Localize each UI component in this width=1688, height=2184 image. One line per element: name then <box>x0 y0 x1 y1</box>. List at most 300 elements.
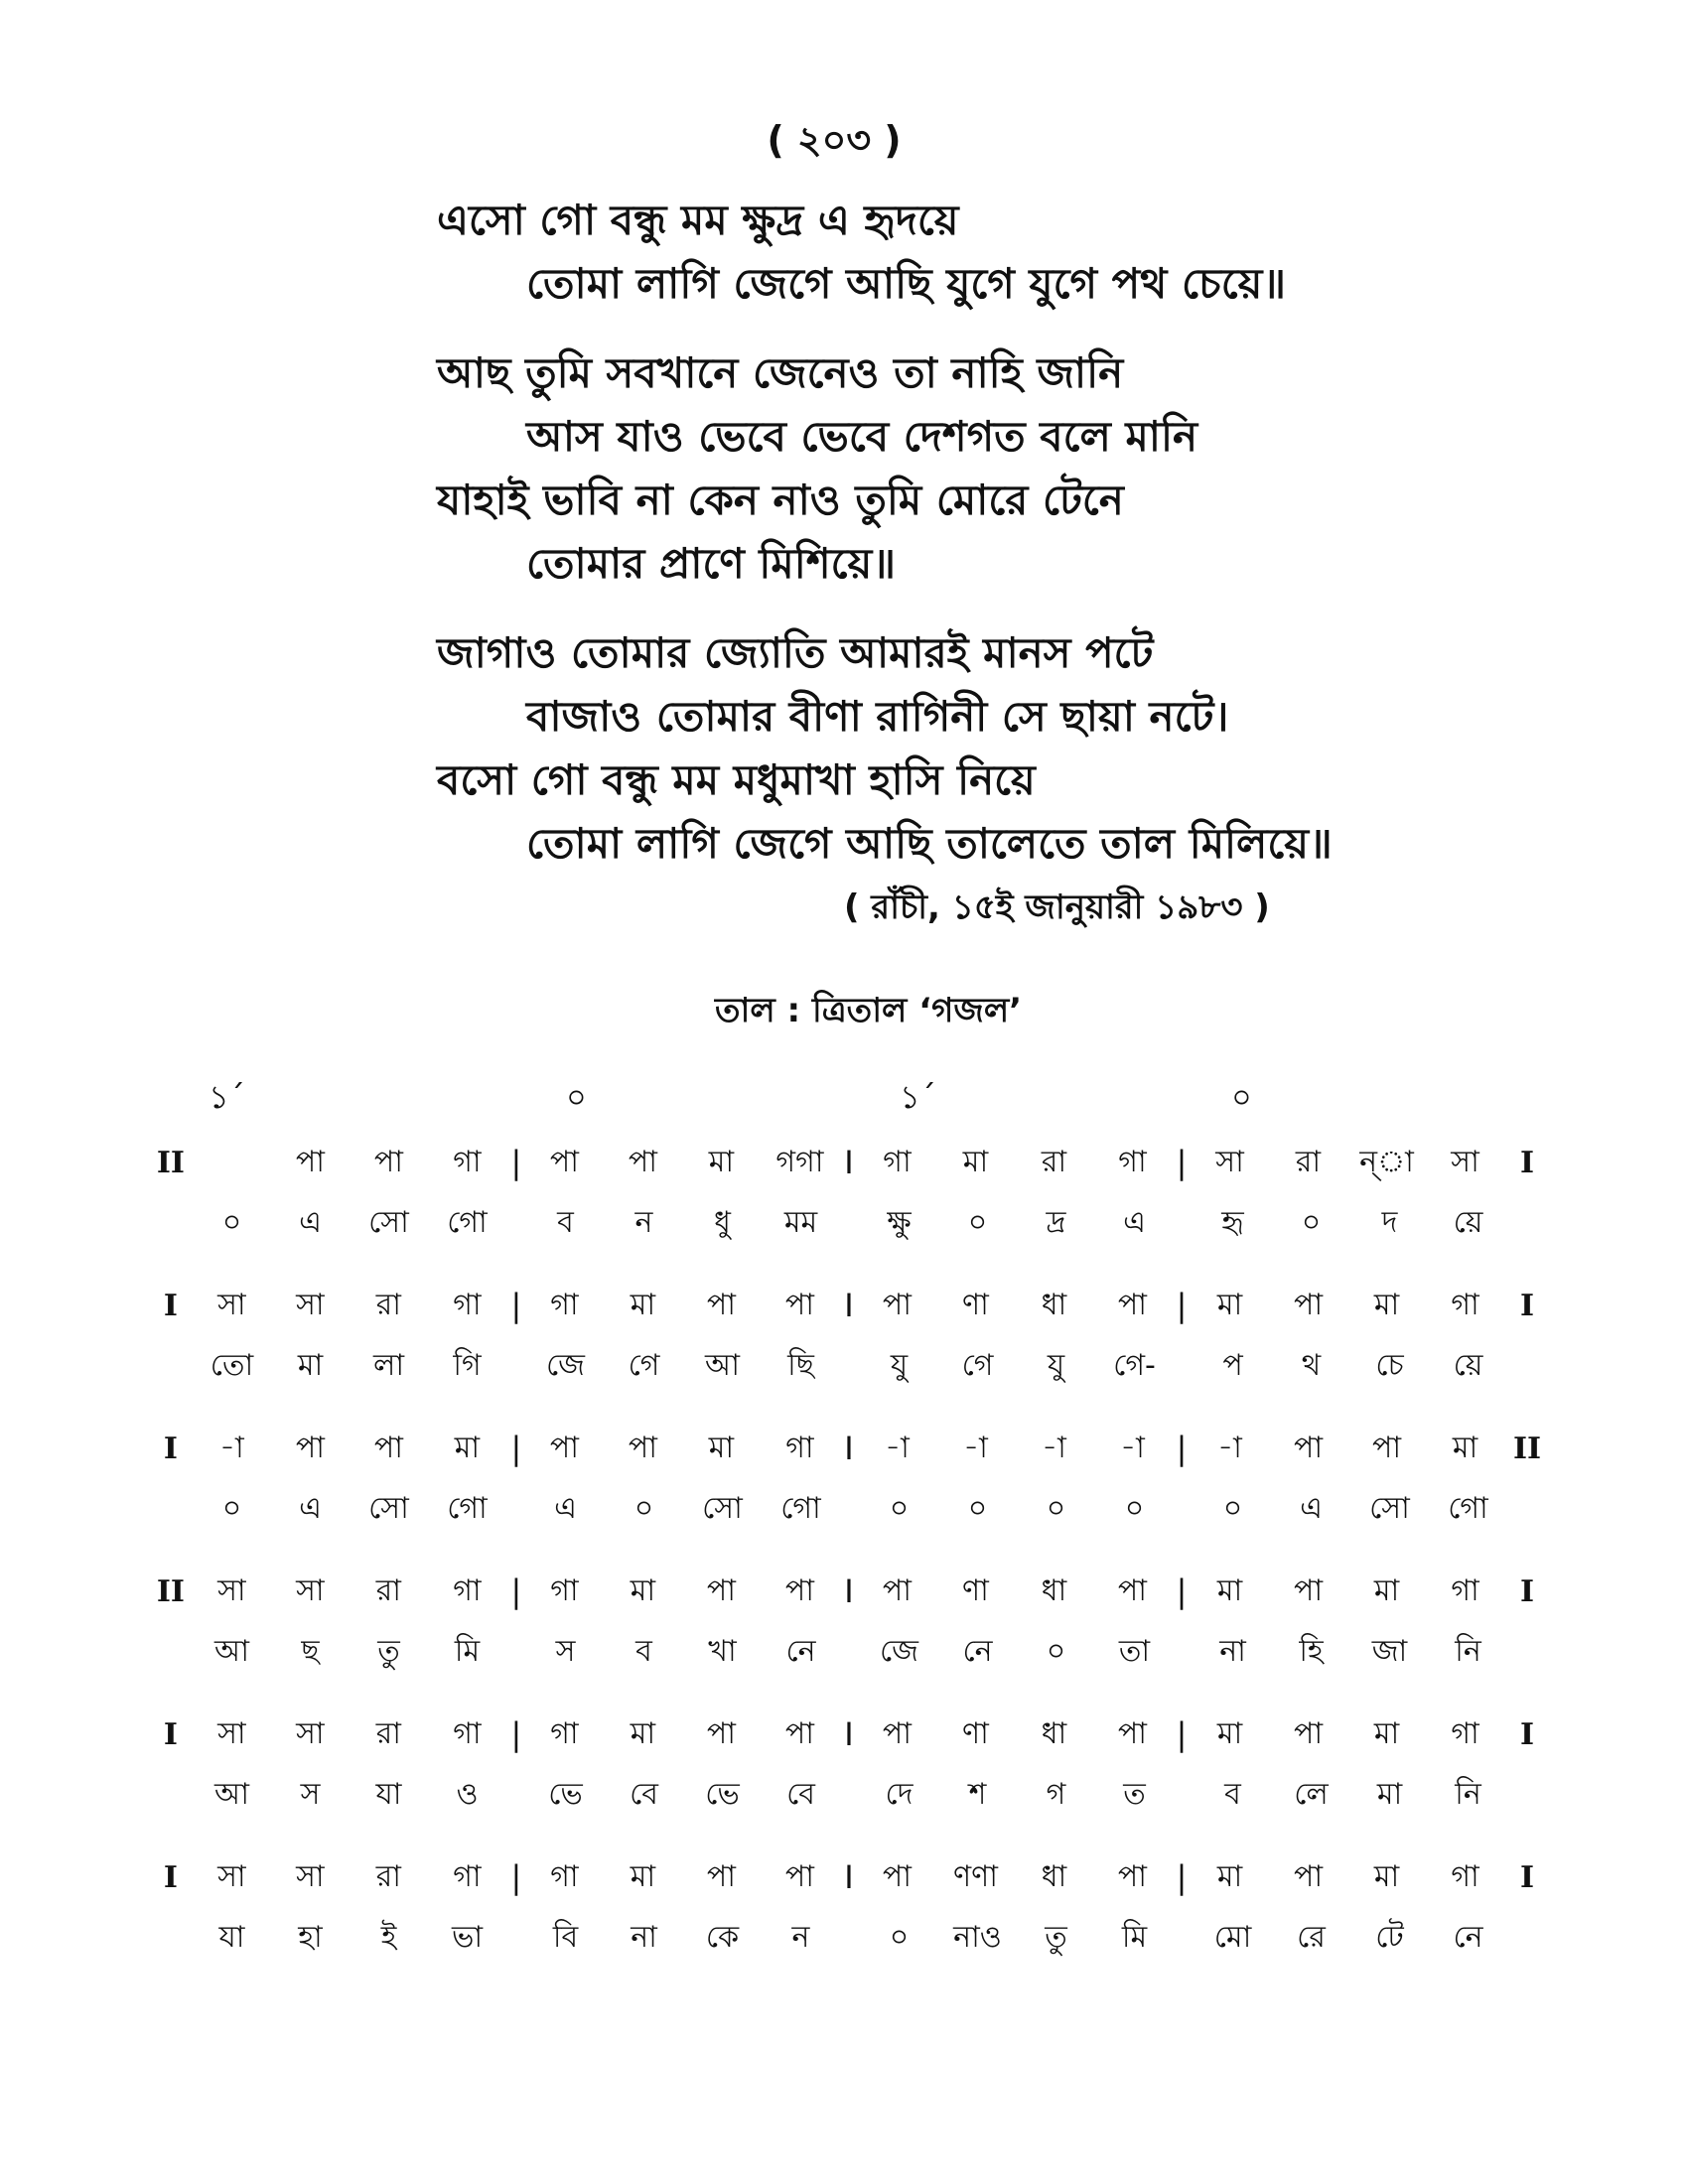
note: পা <box>784 1858 814 1894</box>
note: পা <box>706 1572 736 1608</box>
syllable: ছ <box>301 1633 320 1669</box>
syllable: যা <box>218 1919 245 1955</box>
syllable: না <box>1219 1633 1246 1669</box>
syllable: প <box>1222 1347 1243 1383</box>
bar-line: | <box>1176 1858 1188 1896</box>
syllable: গে <box>961 1347 994 1383</box>
syllable: নাও <box>953 1919 1002 1955</box>
note: মা <box>1373 1572 1400 1608</box>
lyric-syllable-row <box>149 1336 1549 1396</box>
syllable: কে <box>705 1919 740 1955</box>
note: গা <box>1451 1715 1479 1751</box>
syllable: ব <box>557 1204 574 1240</box>
taal-marker: ০ <box>1231 1078 1252 1116</box>
swaralipi-notes-row <box>149 1132 1549 1193</box>
syllable: আ <box>705 1347 740 1383</box>
note: সা <box>217 1572 246 1608</box>
note: ন্‌া <box>1359 1144 1414 1179</box>
note: সা <box>296 1715 325 1751</box>
beat-group <box>1194 1627 1509 1678</box>
bar-line: | <box>510 1572 522 1610</box>
syllable: টে <box>1375 1919 1404 1955</box>
note: পা <box>784 1287 814 1322</box>
notation-row <box>149 1704 1549 1825</box>
note: গা <box>785 1430 814 1465</box>
beat-group <box>1191 1281 1505 1331</box>
note: পা <box>882 1715 912 1751</box>
bar-line: I <box>1520 1716 1535 1752</box>
note: গা <box>453 1572 482 1608</box>
syllable: হৃ <box>1221 1204 1244 1240</box>
note: গগা <box>775 1144 824 1179</box>
syllable: যু <box>890 1347 909 1383</box>
note: গা <box>1118 1144 1147 1179</box>
syllable: সো <box>368 1490 409 1526</box>
lyric-line: বাজাও তোমার বীণা রাগিনী সে ছায়া নটে। <box>526 692 1229 741</box>
notation-row <box>149 1561 1549 1682</box>
syllable: বে <box>630 1776 658 1812</box>
note: -া <box>1120 1430 1145 1465</box>
beat-group <box>1191 1567 1505 1617</box>
note: পা <box>1117 1572 1147 1608</box>
note: গা <box>453 1858 482 1894</box>
note: পা <box>295 1430 325 1465</box>
syllable: এ <box>1123 1204 1146 1240</box>
syllable: ০ <box>633 1490 654 1526</box>
lyric-syllable-row <box>149 1908 1549 1968</box>
syllable: স <box>555 1633 576 1669</box>
note: পা <box>1293 1430 1324 1465</box>
note: মা <box>962 1144 989 1179</box>
syllable: সো <box>702 1490 743 1526</box>
syllable: গ <box>1046 1776 1066 1812</box>
syllable: যা <box>375 1776 402 1812</box>
beat-group <box>193 1627 508 1678</box>
beat-group <box>526 1913 842 1964</box>
lyric-syllable-row <box>149 1622 1549 1682</box>
syllable: ০ <box>221 1490 242 1526</box>
swaralipi-notes-row <box>149 1846 1549 1908</box>
syllable: শ <box>968 1776 987 1812</box>
syllable: স <box>300 1776 321 1812</box>
lyric-line: তোমা লাগি জেগে আছি তালেতে তাল মিলিয়ে॥ <box>526 819 1333 868</box>
syllable: চে <box>1375 1347 1404 1383</box>
syllable: ব <box>1224 1776 1241 1812</box>
syllable: আ <box>214 1776 249 1812</box>
note: গা <box>453 1715 482 1751</box>
notation-row <box>149 1418 1549 1539</box>
notation-row <box>149 1132 1549 1253</box>
syllable: ও <box>456 1776 479 1812</box>
note: পা <box>1117 1858 1147 1894</box>
beat-group <box>858 1424 1173 1474</box>
taal-marker: ১´ <box>900 1078 936 1116</box>
note: সা <box>1451 1144 1479 1179</box>
beat-group <box>525 1709 840 1760</box>
bar-line: II <box>1513 1431 1542 1466</box>
lyrics <box>437 189 1628 901</box>
lyric-line: এসো গো বন্ধু মম ক্ষুদ্র এ হৃদয়ে <box>437 196 959 244</box>
note: সা <box>296 1287 325 1322</box>
syllable: ত <box>1123 1776 1146 1812</box>
syllable: মা <box>297 1347 324 1383</box>
swaralipi-notes-row <box>149 1275 1549 1336</box>
note: -া <box>1042 1430 1066 1465</box>
note: পা <box>373 1144 403 1179</box>
note: রা <box>375 1858 401 1894</box>
syllable: গো <box>1448 1490 1488 1526</box>
syllable: নি <box>1455 1633 1481 1669</box>
syllable: ভে <box>548 1776 583 1812</box>
note: পা <box>882 1287 912 1322</box>
dateline: ( রাঁচী, ১৫ই জানুয়ারী ১৯৮৩ ) <box>844 887 1270 927</box>
bar-line: | <box>1176 1430 1188 1467</box>
syllable: ভে <box>705 1776 740 1812</box>
note: -া <box>1217 1430 1242 1465</box>
syllable: খা <box>708 1633 737 1669</box>
note: মা <box>454 1430 481 1465</box>
bar-line: I <box>1520 1573 1535 1609</box>
note: পা <box>628 1430 657 1465</box>
beat-group <box>526 1484 842 1535</box>
note: মা <box>1216 1572 1243 1608</box>
bar-line: I <box>844 1715 854 1753</box>
beat-group <box>858 1852 1173 1903</box>
note: -া <box>963 1430 988 1465</box>
beat-group <box>193 1709 507 1760</box>
beat-group <box>860 1341 1176 1392</box>
note: পা <box>628 1144 657 1179</box>
syllable: নি <box>1455 1776 1481 1812</box>
syllable: ০ <box>967 1204 988 1240</box>
syllable: ব <box>635 1633 652 1669</box>
syllable: য়ে <box>1453 1347 1483 1383</box>
syllable: মো <box>1213 1919 1252 1955</box>
syllable: মা <box>1376 1776 1403 1812</box>
syllable: ০ <box>1046 1633 1066 1669</box>
lyric-line: আছ তুমি সবখানে জেনেও তা নাহি জানি <box>437 348 1124 397</box>
beat-group <box>193 1484 508 1535</box>
syllable: সো <box>1369 1490 1410 1526</box>
beat-group <box>858 1709 1173 1760</box>
note: পা <box>882 1572 912 1608</box>
note: পা <box>784 1715 814 1751</box>
bar-line: | <box>1176 1144 1188 1181</box>
note: পা <box>373 1430 403 1465</box>
beat-group <box>858 1138 1173 1188</box>
lyric-line: জাগাও তোমার জ্যোতি আমারই মানস পটে <box>437 628 1154 677</box>
page-number: ( ২০৩ ) <box>767 118 902 162</box>
note: সা <box>217 1287 246 1322</box>
syllable: গি <box>453 1347 482 1383</box>
bar-line: | <box>1176 1572 1188 1610</box>
syllable: এ <box>1300 1490 1323 1526</box>
beat-group <box>860 1913 1176 1964</box>
notation-row <box>149 1846 1549 1968</box>
beat-group <box>525 1852 840 1903</box>
syllable: রে <box>1297 1919 1326 1955</box>
lyric-syllable-row <box>149 1193 1549 1253</box>
syllable: তা <box>1118 1633 1151 1669</box>
note: ধা <box>1041 1572 1067 1608</box>
lyric-syllable-row <box>149 1479 1549 1539</box>
syllable: নে <box>785 1633 816 1669</box>
beat-group <box>1191 1424 1505 1474</box>
beat-group <box>860 1484 1176 1535</box>
swaralipi-notes-row <box>149 1561 1549 1622</box>
syllable: জে <box>545 1347 585 1383</box>
note: পা <box>1293 1715 1324 1751</box>
syllable: য়ে <box>1453 1204 1483 1240</box>
bar-line: I <box>844 1144 854 1181</box>
beat-group <box>193 1913 508 1964</box>
note: -া <box>219 1430 244 1465</box>
syllable: ন <box>791 1919 810 1955</box>
bar-line: I <box>163 1288 178 1323</box>
beat-group <box>193 1198 508 1249</box>
syllable: যু <box>1047 1347 1065 1383</box>
beat-group <box>860 1627 1176 1678</box>
bar-line: | <box>1176 1715 1188 1753</box>
bar-line: I <box>163 1859 178 1895</box>
note: পা <box>1293 1572 1324 1608</box>
note: মা <box>1216 1858 1243 1894</box>
beat-group <box>526 1770 842 1821</box>
note: মা <box>1373 1715 1400 1751</box>
swaralipi-notes-row <box>149 1704 1549 1765</box>
note: পা <box>549 1430 579 1465</box>
syllable: ০ <box>1124 1490 1145 1526</box>
note: মা <box>630 1572 656 1608</box>
note: ধা <box>1041 1715 1067 1751</box>
syllable: তু <box>1045 1919 1067 1955</box>
syllable: ক্ষু <box>887 1204 912 1240</box>
beat-group <box>193 1852 507 1903</box>
beat-group <box>858 1567 1173 1617</box>
note: গা <box>550 1572 579 1608</box>
note: রা <box>375 1715 401 1751</box>
beat-group <box>1191 1709 1505 1760</box>
syllable: ০ <box>1301 1204 1322 1240</box>
note: গা <box>453 1287 482 1322</box>
syllable: থ <box>1301 1347 1322 1383</box>
note: রা <box>1295 1144 1322 1179</box>
notation-row <box>149 1275 1549 1396</box>
note: মা <box>1216 1287 1243 1322</box>
note: গা <box>453 1144 482 1179</box>
note: পা <box>549 1144 579 1179</box>
note: মা <box>1452 1430 1478 1465</box>
note: মা <box>1373 1858 1400 1894</box>
note: ধা <box>1041 1287 1067 1322</box>
syllable: লা <box>372 1347 405 1383</box>
bar-line: I <box>163 1716 178 1752</box>
syllable: ০ <box>889 1490 910 1526</box>
note: পা <box>882 1858 912 1894</box>
syllable: তো <box>210 1347 254 1383</box>
syllable: ০ <box>221 1204 242 1240</box>
note: গা <box>1451 1572 1479 1608</box>
note: পা <box>706 1287 736 1322</box>
note: মা <box>630 1858 656 1894</box>
note: মা <box>708 1144 735 1179</box>
note: গা <box>1451 1858 1479 1894</box>
bar-line: I <box>1520 1859 1535 1895</box>
bar-line: | <box>510 1858 522 1896</box>
syllable: ই <box>380 1919 397 1955</box>
beat-group <box>858 1281 1173 1331</box>
bar-line: | <box>510 1715 522 1753</box>
taal-marker: ০ <box>566 1078 587 1116</box>
note: মা <box>630 1287 656 1322</box>
bar-line: I <box>844 1287 854 1324</box>
syllable: গো <box>447 1204 488 1240</box>
beat-group <box>525 1424 840 1474</box>
note: পা <box>1117 1287 1147 1322</box>
syllable: ০ <box>889 1919 910 1955</box>
tala-heading: তাল : ত্রিতাল ‘গজল’ <box>715 991 1023 1030</box>
bar-line: II <box>156 1145 185 1180</box>
syllable: দ্র <box>1046 1204 1066 1240</box>
note: পা <box>1293 1287 1324 1322</box>
syllable: গে <box>628 1347 660 1383</box>
note: রা <box>1041 1144 1067 1179</box>
taal-marker-row <box>149 1072 1549 1132</box>
syllable: গো <box>780 1490 821 1526</box>
beat-group <box>860 1770 1176 1821</box>
syllable: দ <box>1381 1204 1398 1240</box>
syllable: বি <box>552 1919 579 1955</box>
syllable: ছি <box>787 1347 814 1383</box>
beat-group <box>525 1567 840 1617</box>
beat-group <box>193 1770 508 1821</box>
syllable: এ <box>299 1204 322 1240</box>
beat-group <box>1191 1138 1505 1188</box>
syllable: সো <box>368 1204 409 1240</box>
beat-group <box>1194 1484 1509 1535</box>
note: গা <box>550 1858 579 1894</box>
syllable: দে <box>885 1776 914 1812</box>
syllable: জে <box>879 1633 918 1669</box>
lyric-line: তোমার প্রাণে মিশিয়ে॥ <box>526 539 896 588</box>
syllable: ন <box>634 1204 653 1240</box>
notation <box>149 1072 1549 1989</box>
note: রা <box>375 1287 401 1322</box>
stanza <box>437 621 1628 876</box>
note: ণা <box>962 1287 989 1322</box>
notation-body <box>149 1132 1549 1968</box>
note: পা <box>706 1715 736 1751</box>
note: মা <box>1216 1715 1243 1751</box>
note: ধা <box>1041 1858 1067 1894</box>
syllable: লে <box>1294 1776 1329 1812</box>
note: মা <box>708 1430 735 1465</box>
bar-line: I <box>1520 1288 1535 1323</box>
beat-group <box>525 1281 840 1331</box>
note: -া <box>885 1430 910 1465</box>
note: পা <box>706 1858 736 1894</box>
beat-group <box>525 1138 840 1188</box>
syllable: না <box>631 1919 657 1955</box>
taal-marker: ১´ <box>209 1078 245 1116</box>
note: মা <box>630 1715 656 1751</box>
bar-line: | <box>510 1430 522 1467</box>
lyric-line: বসো গো বন্ধু মম মধুমাখা হাসি নিয়ে <box>437 755 1036 804</box>
beat-group <box>1194 1913 1509 1964</box>
lyric-syllable-row <box>149 1765 1549 1825</box>
note: সা <box>217 1715 246 1751</box>
note: পা <box>1117 1715 1147 1751</box>
stanza <box>437 189 1628 316</box>
syllable: গো <box>447 1490 488 1526</box>
syllable: এ <box>554 1490 577 1526</box>
beat-group <box>1194 1198 1509 1249</box>
note: ণণা <box>952 1858 998 1894</box>
note: গা <box>550 1715 579 1751</box>
syllable: ০ <box>1222 1490 1243 1526</box>
syllable: নে <box>1453 1919 1483 1955</box>
note: পা <box>784 1572 814 1608</box>
beat-group <box>1191 1852 1505 1903</box>
syllable: হা <box>298 1919 323 1955</box>
note: সা <box>217 1858 246 1894</box>
note: পা <box>295 1144 325 1179</box>
syllable: মি <box>1121 1919 1148 1955</box>
note: ণা <box>962 1572 989 1608</box>
lyric-line: যাহাই ভাবি না কেন নাও তুমি মোরে টেনে <box>437 476 1124 524</box>
syllable: ০ <box>1046 1490 1066 1526</box>
beat-group <box>193 1567 507 1617</box>
syllable: আ <box>214 1633 249 1669</box>
syllable: বে <box>786 1776 815 1812</box>
beat-group <box>1194 1770 1509 1821</box>
syllable: তু <box>377 1633 400 1669</box>
note: মা <box>1373 1287 1400 1322</box>
note: সা <box>296 1858 325 1894</box>
note: গা <box>883 1144 912 1179</box>
syllable: এ <box>299 1490 322 1526</box>
stanza <box>437 341 1628 596</box>
note: সা <box>1215 1144 1244 1179</box>
bar-line: II <box>156 1573 185 1609</box>
beat-group <box>193 1281 507 1331</box>
beat-group <box>193 1341 508 1392</box>
beat-group <box>193 1424 507 1474</box>
beat-group <box>1194 1341 1509 1392</box>
note: গা <box>550 1287 579 1322</box>
note <box>193 1138 271 1188</box>
syllable: জা <box>1371 1633 1408 1669</box>
note: গা <box>1451 1287 1479 1322</box>
beat-group <box>860 1198 1176 1249</box>
bar-line: I <box>844 1858 854 1896</box>
beat-group <box>526 1341 842 1392</box>
syllable: ভা <box>451 1919 484 1955</box>
swaralipi-notes-row <box>149 1418 1549 1479</box>
bar-line: I <box>163 1431 178 1466</box>
lyric-line: তোমা লাগি জেগে আছি যুগে যুগে পথ চেয়ে॥ <box>526 259 1287 308</box>
syllable: হি <box>1299 1633 1324 1669</box>
syllable: মি <box>454 1633 481 1669</box>
syllable: গে- <box>1113 1347 1156 1383</box>
note: ণা <box>962 1715 989 1751</box>
lyric-line: আস যাও ভেবে ভেবে দেশগত বলে মানি <box>526 412 1198 461</box>
syllable: মম <box>783 1204 818 1240</box>
beat-group <box>526 1627 842 1678</box>
bar-line: I <box>844 1430 854 1467</box>
note: রা <box>375 1572 401 1608</box>
bar-line: I <box>844 1572 854 1610</box>
